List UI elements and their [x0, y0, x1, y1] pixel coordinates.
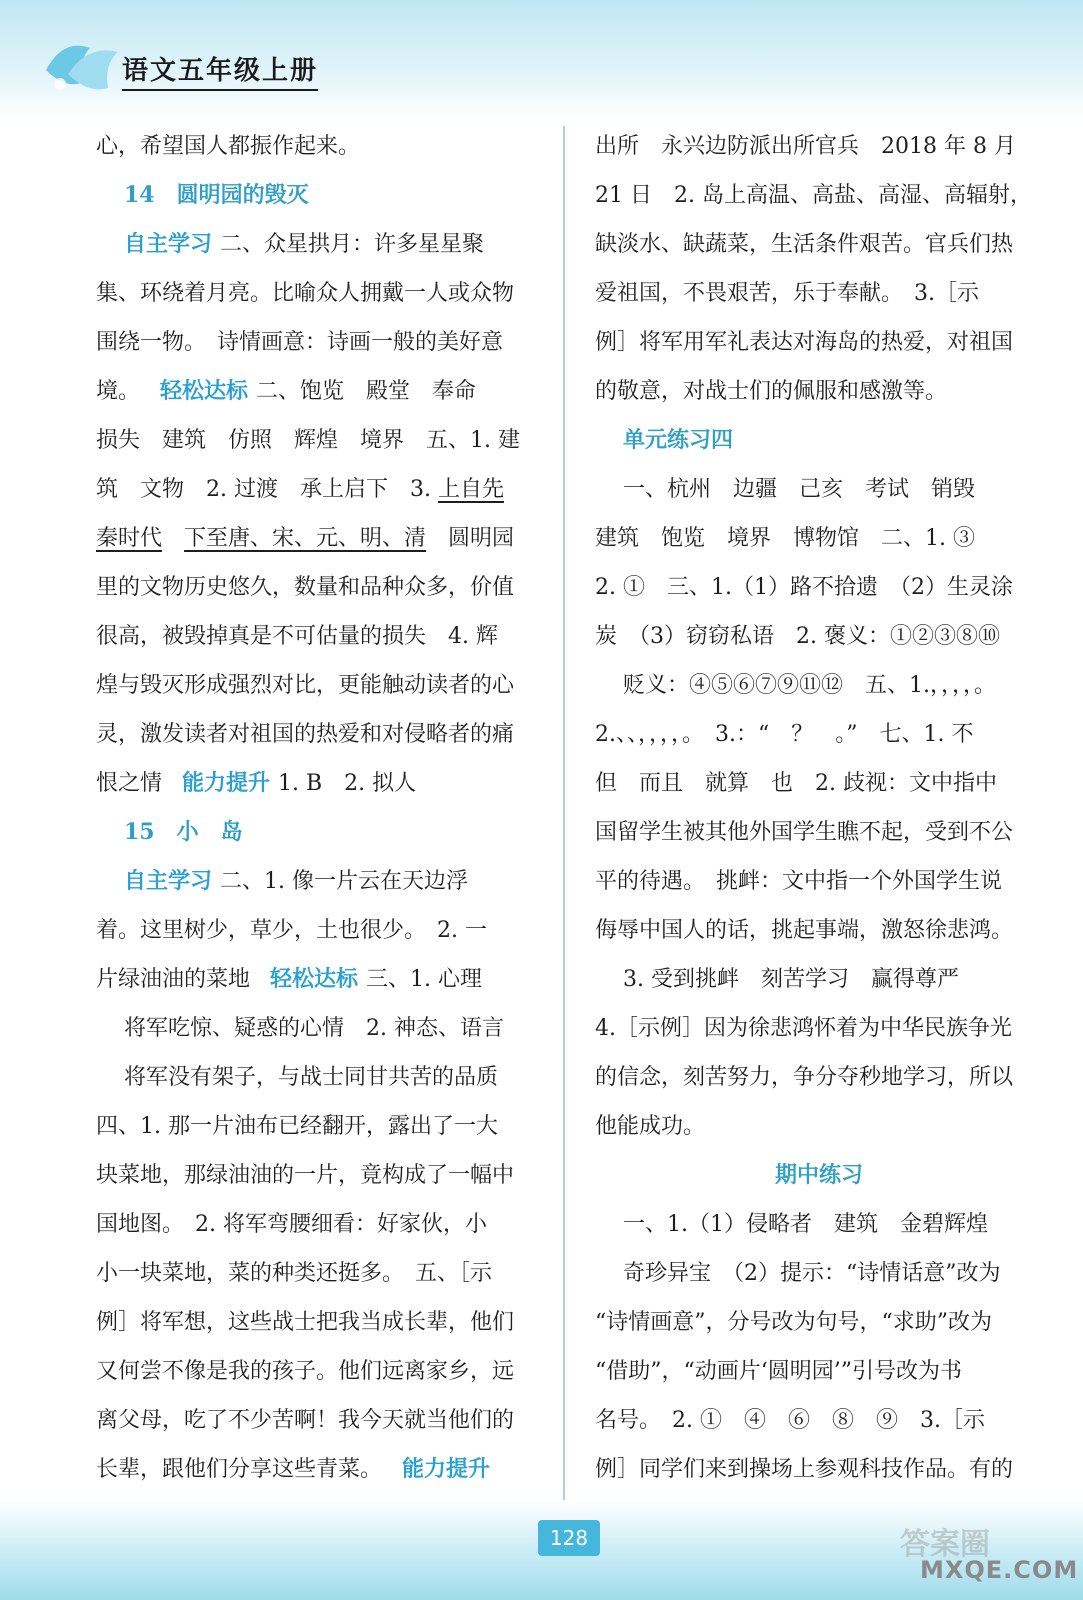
text-line: 2.、、，，，，。 3.：“ ？ 。” 七、1. 不 [595, 722, 974, 747]
text-line: 建筑 饱览 境界 博物馆 二、1. ③ [595, 526, 975, 551]
text-line: 例］同学们来到操场上参观科技作品。有的 [595, 1457, 1014, 1482]
svg-text:答案圈: 答案圈 [900, 1527, 990, 1562]
text-line: 的敬意，对战士们的佩服和感激等。 [595, 379, 948, 404]
text-line: 侮辱中国人的话，挑起事端，激怒徐悲鸿。 [595, 918, 1014, 943]
text-line: 他能成功。 [595, 1114, 706, 1139]
text-line: 离父母，吃了不少苦啊！我今天就当他们的 [96, 1408, 515, 1433]
text-line: 小一块菜地，菜的种类还挺多。 五、［示 [96, 1261, 493, 1286]
text-line: 将军吃惊、疑惑的心情 2. 神态、语言 [124, 1016, 504, 1041]
section-title-unit4: 单元练习四 [623, 427, 734, 453]
text-line: 爱祖国，不畏艰苦，乐于奉献。 3.［示 [595, 281, 979, 306]
text-line: 一、杭州 边疆 己亥 考试 销毁 [623, 477, 976, 502]
text-line: 缺淡水、缺蔬菜，生活条件艰苦。官兵们热 [595, 232, 1014, 257]
text-line: 例］将军想，这些战士把我当成长辈，他们 [96, 1310, 515, 1335]
text-line: 平的待遇。 挑衅：文中指一个外国学生说 [595, 869, 1003, 894]
text-line: “诗情画意”，分号改为句号，“求助”改为 [595, 1310, 992, 1335]
tag-label: 轻松达标 [160, 379, 249, 404]
tag-label: 轻松达标 [270, 967, 359, 992]
text-line: 很高，被毁掉真是不可估量的损失 4. 辉 [96, 624, 498, 649]
page-number: 128 [538, 1520, 600, 1556]
text-line: 但 而且 就算 也 2. 歧视：文中指中 [595, 771, 997, 796]
tag-label: 自主学习 [124, 232, 213, 257]
text-line: 又何尝不像是我的孩子。他们远离家乡，远 [96, 1359, 515, 1384]
text-line: 围绕一物。 诗情画意：诗画一般的美好意 [96, 330, 504, 355]
text-line: 块菜地，那绿油油的一片，竟构成了一幅中 [96, 1163, 515, 1188]
text-line: 自主学习 二、众星拱月：许多星星聚 [124, 232, 485, 257]
text-line: 将军没有架子，与战士同甘共苦的品质 [124, 1065, 499, 1090]
text-line: 贬义：④⑤⑥⑦⑨⑪⑫ 五、1.，，，，。 [623, 673, 996, 698]
watermark-url: MXQE.COM [920, 1556, 1079, 1584]
text-line: 心，希望国人都振作起来。 [96, 134, 361, 159]
right-column [595, 122, 1043, 1543]
text-line: 国留学生被其他外国学生瞧不起，受到不公 [595, 820, 1014, 845]
text-line: 里的文物历史悠久，数量和品种众多，价值 [96, 575, 515, 600]
text-line: 煌与毁灭形成强烈对比，更能触动读者的心 [96, 673, 515, 698]
text-line: 损失 建筑 仿照 辉煌 境界 五、1. 建 [96, 428, 520, 453]
text-line: 着。这里树少，草少，土也很少。 2. 一 [96, 918, 487, 943]
text-line: 出所 永兴边防派出所官兵 2018 年 8 月 [595, 134, 1016, 159]
column-divider [563, 126, 565, 1516]
text-line: 3. 受到挑衅 刻苦学习 赢得尊严 [623, 967, 959, 992]
text-line: 一、1.（1）侵略者 建筑 金碧辉煌 [623, 1212, 988, 1237]
text-line: 名号。 2. ① ④ ⑥ ⑧ ⑨ 3.［示 [595, 1408, 985, 1433]
section-title-14: 14 圆明园的毁灭 [124, 182, 309, 208]
text-line: 2. ① 三、1.（1）路不拾遗 （2）生灵涂 [595, 575, 1013, 600]
text-line: 恨之情 能力提升 1. B 2. 拟人 [96, 771, 417, 796]
text-line: 片绿油油的菜地 轻松达标 三、1. 心理 [96, 967, 483, 992]
left-column [96, 122, 548, 1543]
book-title: 语文五年级上册 [122, 50, 318, 91]
text-line: 自主学习 二、1. 像一片云在天边浮 [124, 869, 468, 894]
book-logo-icon [38, 30, 128, 100]
text-line: 的信念，刻苦努力，争分夺秒地学习，所以 [595, 1065, 1014, 1090]
text-line: 灵，激发读者对祖国的热爱和对侵略者的痛 [96, 722, 515, 747]
text-line: 境。 轻松达标 二、饱览 殿堂 奉命 [96, 379, 477, 404]
section-title-midterm: 期中练习 [774, 1162, 863, 1188]
tag-label: 能力提升 [402, 1457, 491, 1482]
text-line: 长辈，跟他们分享这些青菜。 能力提升 [96, 1457, 491, 1482]
text-line: 秦时代 下至唐、宋、元、明、清 圆明园 [96, 526, 515, 551]
tag-label: 能力提升 [182, 771, 271, 796]
text-line: 四、1. 那一片油布已经翻开，露出了一大 [96, 1114, 498, 1139]
text-line: 炭 （3）窃窃私语 2. 褒义：①②③⑧⑩ [595, 624, 1000, 649]
text-line: 奇珍异宝 （2）提示：“诗情话意”改为 [623, 1261, 1001, 1286]
text-line: 4.［示例］因为徐悲鸿怀着为中华民族争光 [595, 1016, 1012, 1041]
section-title-15: 15 小 岛 [124, 819, 243, 845]
text-line: “借助”，“动画片‘圆明园’”引号改为书 [595, 1359, 962, 1384]
text-line: 筑 文物 2. 过渡 承上启下 3. 上自先 [96, 477, 504, 502]
tag-label: 自主学习 [124, 869, 213, 894]
text-line: 21 日 2. 岛上高温、高盐、高湿、高辐射， [595, 183, 1032, 208]
text-line: 国地图。 2. 将军弯腰细看：好家伙，小 [96, 1212, 487, 1237]
text-line: 例］将军用军礼表达对海岛的热爱，对祖国 [595, 330, 1014, 355]
text-line: 集、环绕着月亮。比喻众人拥戴一人或众物 [96, 281, 515, 306]
